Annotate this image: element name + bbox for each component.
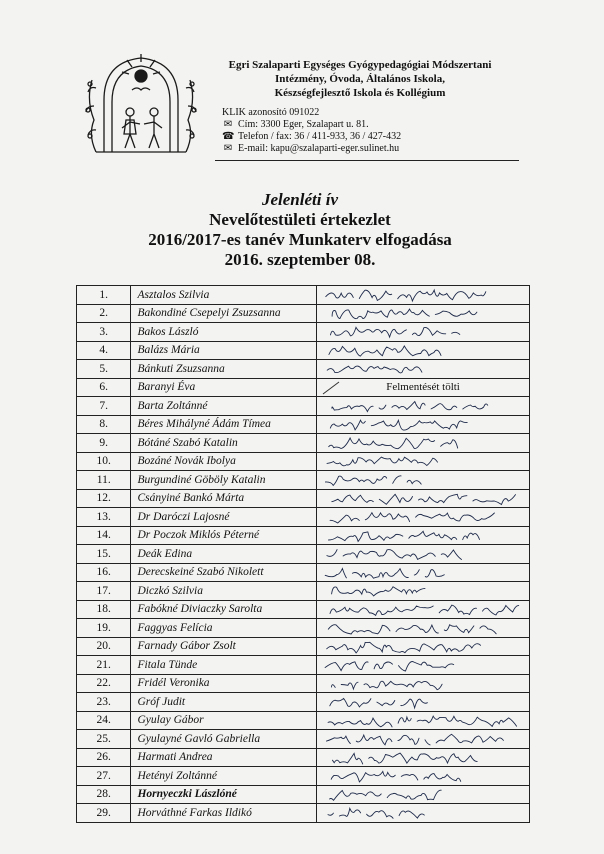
- handwritten-signature: [321, 620, 531, 636]
- staff-name: Dr Daróczi Lajosné: [131, 508, 317, 527]
- row-number: 24.: [77, 711, 131, 730]
- letterhead-divider: [215, 160, 519, 161]
- staff-name: Fridél Veronika: [131, 674, 317, 693]
- row-number: 18.: [77, 600, 131, 619]
- row-number: 28.: [77, 785, 131, 804]
- attendance-table: [76, 285, 530, 823]
- staff-name: Dr Poczok Miklós Péterné: [131, 526, 317, 545]
- table-row: [77, 489, 530, 508]
- handwritten-signature: [321, 787, 531, 803]
- handwritten-signature: [321, 676, 531, 692]
- row-number: 14.: [77, 526, 131, 545]
- handwritten-signature: [321, 583, 531, 599]
- signature-cell: [317, 286, 530, 305]
- table-row: [77, 730, 530, 749]
- row-number: 29.: [77, 804, 131, 823]
- signature-cell: [317, 563, 530, 582]
- table-row: [77, 693, 530, 712]
- table-row: [77, 582, 530, 601]
- row-number: 25.: [77, 730, 131, 749]
- table-row: [77, 397, 530, 416]
- exemption-note: Felmentését tölti: [386, 381, 460, 394]
- table-row: [77, 434, 530, 453]
- staff-name: Bakondiné Csepelyi Zsuzsanna: [131, 304, 317, 323]
- title-line-1: Jelenléti ív: [261, 190, 338, 209]
- staff-name: Béres Mihályné Ádám Tímea: [131, 415, 317, 434]
- row-number: 9.: [77, 434, 131, 453]
- table-row: [77, 508, 530, 527]
- row-number: 6.: [77, 378, 131, 397]
- row-number: 2.: [77, 304, 131, 323]
- handwritten-signature: [321, 657, 531, 673]
- handwritten-signature: [321, 805, 531, 821]
- staff-name: Bozáné Novák Ibolya: [131, 452, 317, 471]
- signature-cell: [317, 452, 530, 471]
- row-number: 8.: [77, 415, 131, 434]
- handwritten-signature: [321, 546, 531, 562]
- row-number: 23.: [77, 693, 131, 712]
- school-name-line-2: Intézmény, Óvoda, Általános Iskola,: [275, 73, 445, 85]
- school-name-line-1: Egri Szalaparti Egységes Gyógypedagógiai Módszertani: [228, 59, 492, 71]
- signature-cell: [317, 600, 530, 619]
- handwritten-signature: [321, 435, 531, 451]
- staff-name: Gróf Judit: [131, 693, 317, 712]
- school-name: [200, 58, 520, 100]
- row-number: 5.: [77, 360, 131, 379]
- signature-cell: [317, 526, 530, 545]
- handwritten-signature: [321, 565, 531, 581]
- handwritten-signature: [321, 472, 531, 488]
- table-row: [77, 785, 530, 804]
- klik-id: KLIK azonosító 091022: [222, 107, 320, 118]
- table-row: [77, 415, 530, 434]
- signature-cell: [317, 341, 530, 360]
- signature-cell: [317, 785, 530, 804]
- staff-name: Baranyi Éva: [131, 378, 317, 397]
- table-row: [77, 378, 530, 397]
- handwritten-signature: [321, 491, 531, 507]
- signature-cell: [317, 378, 530, 397]
- table-row: [77, 286, 530, 305]
- handwritten-signature: [321, 287, 531, 303]
- handwritten-signature: [321, 343, 531, 359]
- signature-cell: [317, 730, 530, 749]
- staff-name: Hetényi Zoltánné: [131, 767, 317, 786]
- row-number: 16.: [77, 563, 131, 582]
- staff-name: Asztalos Szilvia: [131, 286, 317, 305]
- signature-cell: [317, 804, 530, 823]
- signature-cell: [317, 434, 530, 453]
- signature-cell: [317, 767, 530, 786]
- handwritten-signature: [321, 361, 531, 377]
- table-row: [77, 674, 530, 693]
- signature-cell: [317, 693, 530, 712]
- signature-cell: [317, 711, 530, 730]
- staff-name: Gyulayné Gavló Gabriella: [131, 730, 317, 749]
- row-number: 3.: [77, 323, 131, 342]
- title-line-2: Nevelőtestületi értekezlet: [209, 210, 391, 229]
- table-row: [77, 452, 530, 471]
- table-row: [77, 600, 530, 619]
- row-number: 1.: [77, 286, 131, 305]
- table-row: [77, 619, 530, 638]
- staff-name: Barta Zoltánné: [131, 397, 317, 416]
- phone-line: ☎ Telefon / fax: 36 / 411-933, 36 / 427-432: [222, 131, 402, 142]
- staff-name: Fitala Tünde: [131, 656, 317, 675]
- mail-icon: ✉: [223, 143, 233, 154]
- table-row: [77, 767, 530, 786]
- table-row: [77, 545, 530, 564]
- staff-name: Bótáné Szabó Katalin: [131, 434, 317, 453]
- row-number: 4.: [77, 341, 131, 360]
- table-row: [77, 360, 530, 379]
- row-number: 13.: [77, 508, 131, 527]
- table-row: [77, 637, 530, 656]
- handwritten-signature: [321, 768, 531, 784]
- signature-cell: [317, 489, 530, 508]
- handwritten-signature: [321, 602, 531, 618]
- table-row: [77, 323, 530, 342]
- table-row: [77, 656, 530, 675]
- staff-name: Horváthné Farkas Ildikó: [131, 804, 317, 823]
- signature-cell: [317, 360, 530, 379]
- handwritten-signature: [321, 417, 531, 433]
- table-row: [77, 804, 530, 823]
- row-number: 15.: [77, 545, 131, 564]
- staff-name: Bakos László: [131, 323, 317, 342]
- handwritten-signature: [321, 731, 531, 747]
- row-number: 19.: [77, 619, 131, 638]
- table-row: [77, 471, 530, 490]
- staff-name: Bánkuti Zsuzsanna: [131, 360, 317, 379]
- school-name-line-3: Készségfejlesztő Iskola és Kollégium: [274, 87, 446, 99]
- staff-name: Deák Edina: [131, 545, 317, 564]
- signature-cell: [317, 656, 530, 675]
- row-number: 27.: [77, 767, 131, 786]
- handwritten-signature: [321, 750, 531, 766]
- school-logo: [82, 40, 200, 160]
- staff-name: Derecskeiné Szabó Nikolett: [131, 563, 317, 582]
- row-number: 11.: [77, 471, 131, 490]
- signature-cell: [317, 674, 530, 693]
- signature-cell: [317, 619, 530, 638]
- row-number: 21.: [77, 656, 131, 675]
- signature-cell: [317, 397, 530, 416]
- staff-name: Diczkó Szilvia: [131, 582, 317, 601]
- title-line-4: 2016. szeptember 08.: [224, 250, 376, 269]
- address-line: ✉ Cím: 3300 Eger, Szalapart u. 81.: [223, 119, 369, 130]
- handwritten-signature: [321, 509, 531, 525]
- signature-cell: [317, 545, 530, 564]
- table-row: [77, 563, 530, 582]
- document-title: [100, 190, 500, 270]
- staff-name: Harmati Andrea: [131, 748, 317, 767]
- contact-block: [222, 107, 512, 155]
- staff-name: Csányiné Bankó Márta: [131, 489, 317, 508]
- signature-cell: [317, 748, 530, 767]
- handwritten-signature: [321, 639, 531, 655]
- handwritten-signature: [321, 694, 531, 710]
- staff-name: Burgundiné Göböly Katalin: [131, 471, 317, 490]
- table-row: [77, 526, 530, 545]
- table-row: [77, 748, 530, 767]
- email-line: ✉ E-mail: kapu@szalaparti-eger.sulinet.hu: [223, 143, 400, 154]
- row-number: 7.: [77, 397, 131, 416]
- signature-cell: [317, 582, 530, 601]
- signature-cell: [317, 415, 530, 434]
- title-line-3: 2016/2017-es tanév Munkaterv elfogadása: [148, 230, 452, 249]
- signature-scribble: [321, 380, 531, 396]
- handwritten-signature: [321, 324, 531, 340]
- signature-cell: [317, 471, 530, 490]
- table-row: [77, 341, 530, 360]
- row-number: 12.: [77, 489, 131, 508]
- signature-cell: [317, 323, 530, 342]
- staff-name: Hornyeczki Lászlóné: [131, 785, 317, 804]
- handwritten-signature: [321, 398, 531, 414]
- staff-name: Balázs Mária: [131, 341, 317, 360]
- staff-name: Faggyas Felícia: [131, 619, 317, 638]
- row-number: 10.: [77, 452, 131, 471]
- table-row: [77, 711, 530, 730]
- signature-cell: [317, 304, 530, 323]
- envelope-icon: ✉: [223, 119, 233, 130]
- signature-cell: [317, 508, 530, 527]
- handwritten-signature: [321, 454, 531, 470]
- staff-name: Farnady Gábor Zsolt: [131, 637, 317, 656]
- row-number: 20.: [77, 637, 131, 656]
- table-row: [77, 304, 530, 323]
- staff-name: Gyulay Gábor: [131, 711, 317, 730]
- row-number: 17.: [77, 582, 131, 601]
- handwritten-signature: [321, 528, 531, 544]
- handwritten-signature: [321, 713, 531, 729]
- handwritten-signature: [321, 306, 531, 322]
- row-number: 22.: [77, 674, 131, 693]
- row-number: 26.: [77, 748, 131, 767]
- staff-name: Fabókné Diviaczky Sarolta: [131, 600, 317, 619]
- phone-icon: ☎: [222, 131, 235, 142]
- signature-cell: [317, 637, 530, 656]
